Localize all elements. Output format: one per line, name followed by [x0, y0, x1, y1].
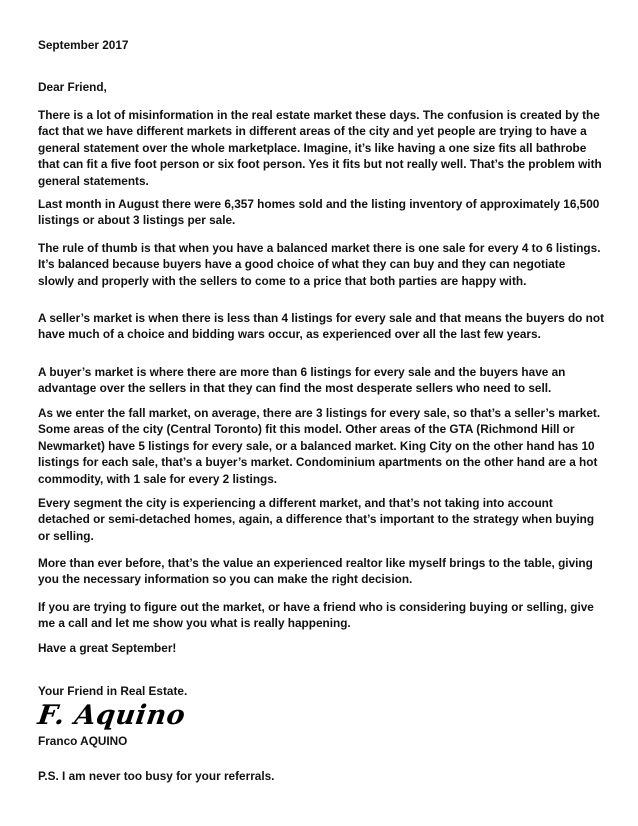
paragraph-call-to-action: If you are trying to figure out the market, or have a friend who is considering buying or selling, give me a call and let me show you what is really happening. — [38, 600, 594, 631]
paragraph-buyers-market: A buyer’s market is where there are more than 6 listings for every sale and the buyers have an advantage over the sellers in that they can find the most desperate sellers who need to sell. — [38, 365, 566, 396]
paragraph-balanced-market: The rule of thumb is that when you have a balanced market there is one sale for every 4 to 6 listings. It’s balanced because buyers have a good choice of what they can buy and they can negotiate slowly and properly with the sellers to come to a price that both parties are happy with. — [38, 241, 601, 288]
letter-date: September 2017 — [38, 38, 129, 52]
signer-name: Franco AQUINO — [38, 734, 128, 748]
paragraph-misinformation: There is a lot of misinformation in the real estate market these days. The confusion is created by the fact that we have different markets in different areas of the city and yet people are trying to have a general statement over the whole marketplace. Imagine, it’s like having a one size fits all bathrobe that can fit a five foot person or six foot person. Yes it fits but not really well. That’s the problem with general statements. — [38, 108, 602, 188]
paragraph-fall-market: As we enter the fall market, on average, there are 3 listings for every sale, so that’s a seller’s market. Some areas of the city (Central Toronto) fit this model. Other areas of the GTA (Richmond Hill or Newmarket) have 5 listings for every sale, or a balanced market. King City on the other hand has 10 listings for each sale, that’s a buyer’s market. Condominium apartments on the other hand are a hot commodity, with 1 sale for every 2 listings. — [38, 406, 601, 486]
letter-salutation: Dear Friend, — [38, 80, 107, 94]
paragraph-segments: Every segment the city is experiencing a different market, and that’s not taking into account detached or semi-detached homes, again, a difference that’s important to the strategy when buying or selling. — [38, 496, 595, 543]
letter-postscript: P.S. I am never too busy for your referrals. — [38, 769, 275, 783]
paragraph-value: More than ever before, that’s the value an experienced realtor like myself brings to the table, giving you the necessary information so you can make the right decision. — [38, 556, 593, 587]
letter-closing: Your Friend in Real Estate. — [38, 684, 188, 698]
handwritten-signature: F. Aquino — [35, 700, 188, 731]
paragraph-great-september: Have a great September! — [38, 641, 177, 655]
paragraph-sellers-market: A seller’s market is when there is less than 4 listings for every sale and that means the buyers do not have much of a choice and bidding wars occur, as experienced over all the last few years. — [38, 311, 605, 342]
paragraph-august-sales: Last month in August there were 6,357 homes sold and the listing inventory of approximately 16,500 listings or about 3 listings per sale. — [38, 197, 600, 228]
